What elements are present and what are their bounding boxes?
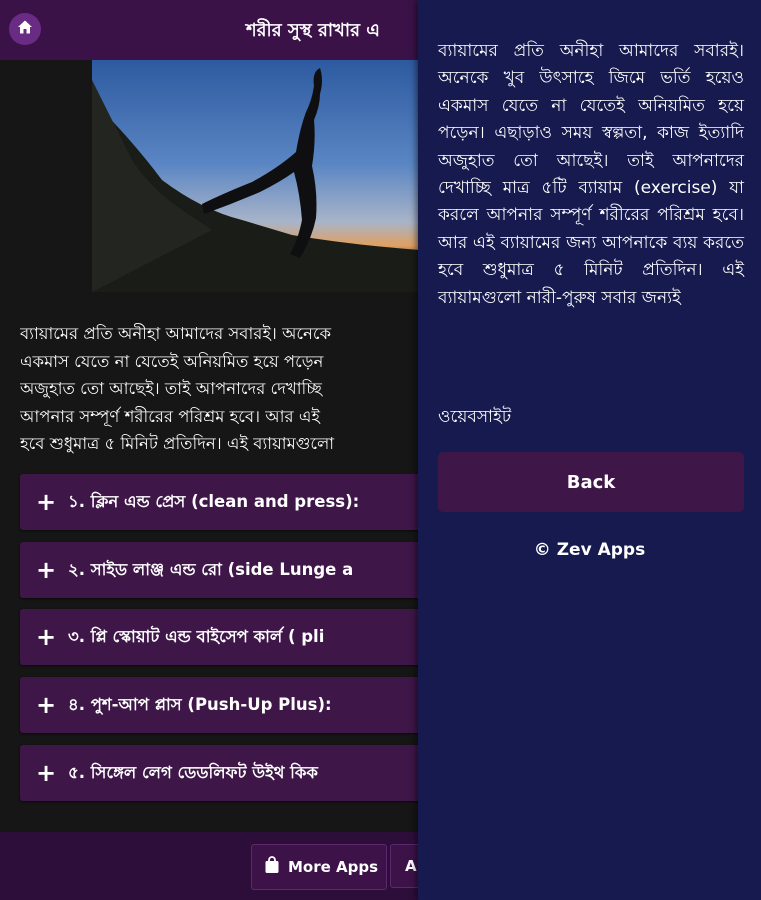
drawer-description: ব্যায়ামের প্রতি অনীহা আমাদের সবারই। অনেকে খুব উৎসাহে জিমে ভর্তি হয়েও একমাস যেতে না যেতেই অনিয়মিত হয়ে পড়েন। এছাড়াও সময় স্বল্পতা, কাজ ইত্যাদি অজুহাত তো আছেই। তাই আপনাদের দেখাচ্ছি মাত্র ৫টি ব্যায়াম (exercise) যা করলে আপনার সম্পূর্ণ শরীরের পরিশ্রম হবে। আর এই ব্যায়ামের জন্য আপনাকে ব্যয় করতে হবে শুধুমাত্র ৫ মিনিট প্রতিদিন। এই ব্যায়ামগুলো নারী-পুরুষ সবার জন্যই [438, 41, 744, 308]
exercise-title: ১. ক্লিন এন্ড প্রেস (clean and press): [68, 491, 360, 511]
intro-line: আপনার সম্পূর্ণ শরীরের পরিশ্রম হবে। আর এই [20, 406, 320, 426]
exercise-accordion-3[interactable] [20, 609, 430, 665]
home-button[interactable] [9, 13, 41, 45]
back-button[interactable]: Back [438, 452, 744, 512]
more-apps-label: More Apps [288, 858, 379, 876]
plus-icon: + [36, 556, 57, 584]
exercise-title: ৩. প্লি স্কোয়াট এন্ড বাইসেপ কার্ল ( pli [68, 626, 325, 646]
copyright-text: © Zev Apps [533, 540, 646, 560]
exercise-accordion-1[interactable] [20, 474, 430, 530]
plus-icon: + [36, 691, 57, 719]
side-drawer [418, 0, 761, 900]
home-icon [17, 19, 33, 39]
shopping-bag-icon [264, 856, 280, 878]
exercise-title: ২. সাইড লাঞ্জ এন্ড রো (side Lunge a [68, 559, 354, 579]
website-link[interactable]: ওয়েবসাইট [438, 407, 512, 427]
intro-line: ব্যায়ামের প্রতি অনীহা আমাদের সবারই। অনেকে [20, 324, 332, 343]
about-label: A [405, 857, 417, 875]
exercise-accordion-5[interactable] [20, 745, 430, 801]
plus-icon: + [36, 488, 57, 516]
intro-line: একমাস যেতে না যেতেই অনিয়মিত হয়ে পড়েন [20, 351, 324, 371]
plus-icon: + [36, 759, 57, 787]
more-apps-button[interactable] [251, 844, 387, 890]
intro-paragraph [20, 320, 420, 460]
intro-line: হবে শুধুমাত্র ৫ মিনিট প্রতিদিন। এই ব্যায়ামগুলো [20, 434, 335, 453]
exercise-title: ৪. পুশ-আপ প্লাস (Push-Up Plus): [68, 694, 332, 714]
exercise-title: ৫. সিঙ্গেল লেগ ডেডলিফট উইথ কিক [68, 762, 318, 782]
page-title: শরীর সুস্থ রাখার এ [246, 20, 380, 41]
hero-image [92, 60, 420, 292]
plus-icon: + [36, 623, 57, 651]
intro-line: অজুহাত তো আছেই। তাই আপনাদের দেখাচ্ছি [20, 379, 322, 398]
exercise-accordion-2[interactable] [20, 542, 430, 598]
exercise-accordion-4[interactable] [20, 677, 430, 733]
